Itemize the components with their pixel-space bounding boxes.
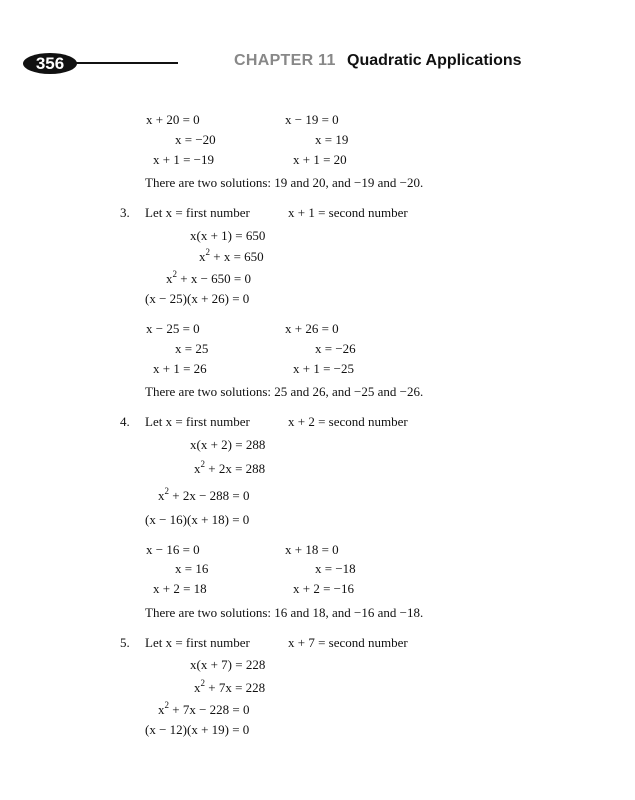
- eq-line: x + 2 = −16: [293, 581, 354, 596]
- eq-line: x + 2 = 18: [153, 581, 207, 596]
- eq-line: $x^2 + 2x = 288$: [194, 458, 266, 476]
- let-statement: x + 2 = second number: [288, 414, 408, 429]
- eq-line: $x^2 + 7x - 228 = 0$: [158, 699, 250, 717]
- eq-line: x + 20 = 0: [146, 112, 200, 127]
- eq-line: $x^2 + x = 650$: [199, 246, 264, 264]
- eq-line: $x^2 + x - 650 = 0$: [166, 268, 251, 286]
- chapter-title: Quadratic Applications: [347, 52, 522, 69]
- conclusion-text: There are two solutions: 16 and 18, and −16 and −18.: [145, 605, 424, 620]
- eq-line: x + 1 = 20: [293, 152, 347, 167]
- eq-line: x + 26 = 0: [285, 321, 339, 336]
- problem-number: 4.: [120, 414, 130, 429]
- eq-line: x(x + 2) = 288: [190, 437, 266, 452]
- eq-line: x = −20: [175, 132, 216, 147]
- eq-line: x = 16: [175, 561, 209, 576]
- let-statement: x + 1 = second number: [288, 205, 408, 220]
- eq-line: x − 16 = 0: [146, 542, 200, 557]
- let-statement: Let x = first number: [145, 414, 250, 429]
- let-statement: Let x = first number: [145, 635, 250, 650]
- eq-line: x(x + 1) = 650: [190, 228, 266, 243]
- eq-line: x = 19: [315, 132, 349, 147]
- eq-line: (x − 16)(x + 18) = 0: [145, 512, 250, 527]
- eq-line: x − 19 = 0: [285, 112, 339, 127]
- header-rule: [70, 62, 178, 64]
- eq-line: x + 1 = 26: [153, 361, 207, 376]
- eq-line: x + 18 = 0: [285, 542, 339, 557]
- let-statement: x + 7 = second number: [288, 635, 408, 650]
- let-statement: Let x = first number: [145, 205, 250, 220]
- chapter-label: CHAPTER 11: [234, 52, 336, 69]
- conclusion-text: There are two solutions: 25 and 26, and −25 and −26.: [145, 384, 424, 399]
- conclusion-text: There are two solutions: 19 and 20, and −19 and −20.: [145, 175, 424, 190]
- page-number-badge: 356: [23, 53, 77, 74]
- eq-line: x = −18: [315, 561, 356, 576]
- eq-line: (x − 25)(x + 26) = 0: [145, 291, 250, 306]
- eq-line: x − 25 = 0: [146, 321, 200, 336]
- eq-line: (x − 12)(x + 19) = 0: [145, 722, 250, 737]
- problem-number: 3.: [120, 205, 130, 220]
- eq-line: x + 1 = −19: [153, 152, 214, 167]
- eq-line: x + 1 = −25: [293, 361, 354, 376]
- problem-number: 5.: [120, 635, 130, 650]
- eq-line: x = −26: [315, 341, 356, 356]
- eq-line: $x^2 + 2x - 288 = 0$: [158, 485, 250, 503]
- eq-line: $x^2 + 7x = 228$: [194, 677, 266, 695]
- eq-line: x(x + 7) = 228: [190, 657, 266, 672]
- eq-line: x = 25: [175, 341, 209, 356]
